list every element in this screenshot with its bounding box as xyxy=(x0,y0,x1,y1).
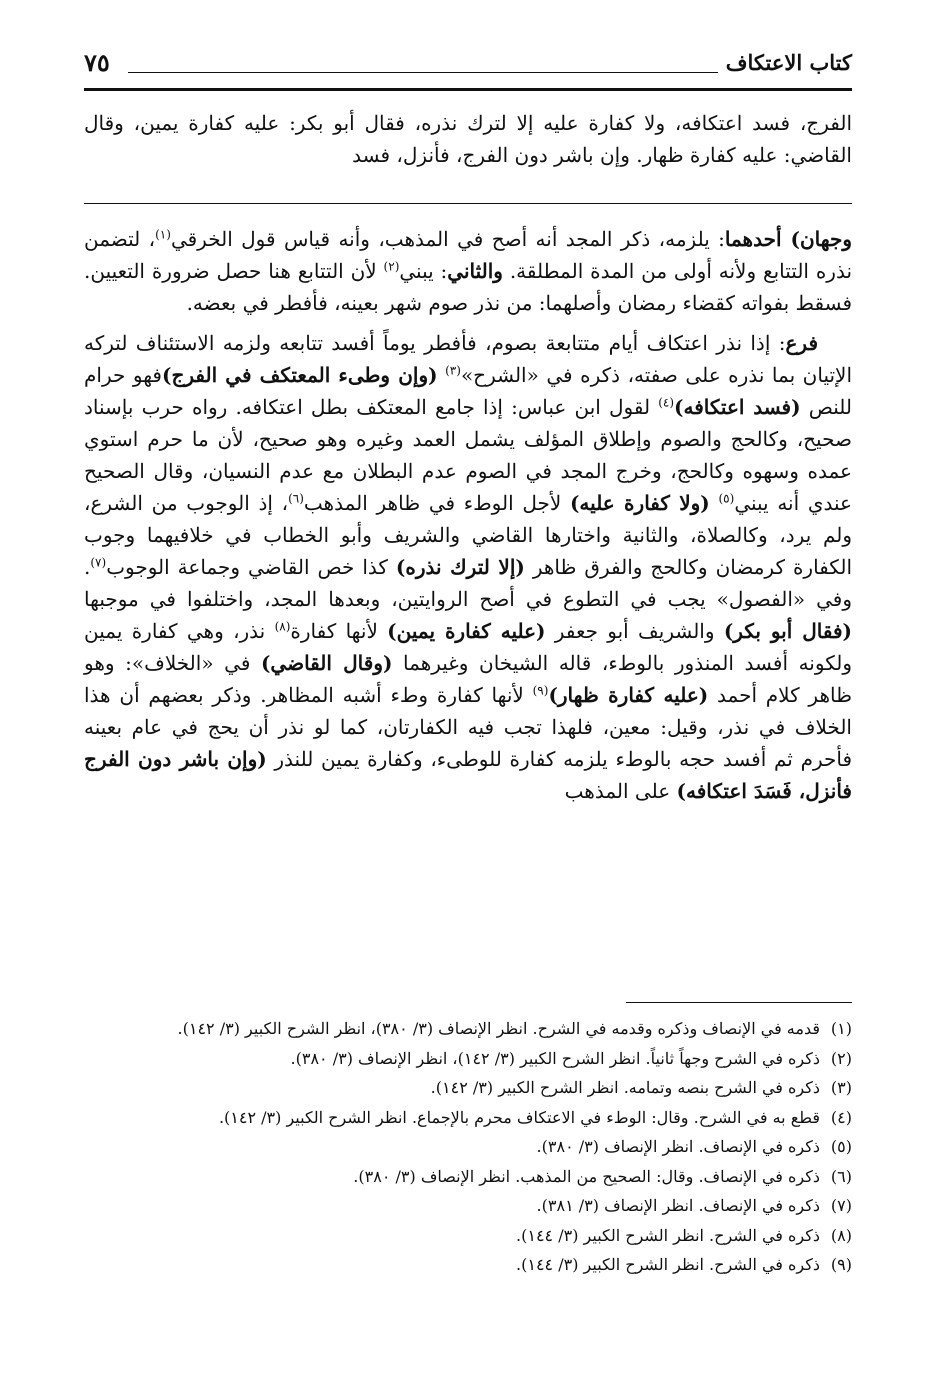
footnote xyxy=(84,1221,852,1251)
footnote-text: ذكره في الشرح. انظر الشرح الكبير (٣/ ١٤٤). xyxy=(516,1225,820,1245)
footnote-ref: (١) xyxy=(155,227,171,242)
footnote xyxy=(84,1162,852,1192)
bold-phrase: (فقال أبو بكر) xyxy=(723,619,852,643)
bold-phrase: (فسد اعتكافه) xyxy=(674,395,801,419)
footnote-ref: (٤) xyxy=(658,395,675,410)
footnote-number: (١) xyxy=(830,1019,852,1038)
footnotes xyxy=(84,1014,852,1280)
footnote-number: (٨) xyxy=(830,1225,852,1245)
footnote-ref: (٧) xyxy=(90,555,107,570)
bold-phrase: (عليه كفارة يمين) xyxy=(387,619,546,643)
footnote-number: (٩) xyxy=(830,1255,852,1274)
commentary-paragraph-2 xyxy=(84,327,852,807)
text-run: كذا خص القاضي وجماعة الوجوب xyxy=(106,555,396,579)
bold-phrase: (وإن باشر دون الفرج فأنزل، فَسَدَ اعتكافه) xyxy=(84,747,852,803)
text-run: ، لتضمن نذره التتابع ولأنه أولى من المدة المطلقة. xyxy=(84,227,853,283)
footnote xyxy=(84,1132,852,1162)
footnote-number: (٢) xyxy=(830,1048,852,1068)
footnote xyxy=(84,1191,852,1221)
text-run: . وفي «الفصول» يجب في التطوع في أصح الروايتين، وبعدها المجد، واختلفوا في موجبها xyxy=(84,555,852,611)
text-run: : إذا نذر اعتكاف أيام متتابعة بصوم، فأفطر يوماً أفسد تتابعه ولزمه الاستئناف لتركه الإتيان بما نذره على صفته، ذكره في «الشرح» xyxy=(84,331,853,387)
footnote-text: ذكره في الإنصاف. انظر الإنصاف (٣/ ٣٨٠). xyxy=(536,1137,820,1156)
footnote-number: (٤) xyxy=(830,1107,852,1127)
text-run: على المذهب xyxy=(564,779,677,803)
page-number: ٧٥ xyxy=(84,48,118,77)
text-run: نذر، وهي كفارة يمين ولكونه أفسد المنذور بالوطء، قاله الشيخان وغيرهما xyxy=(84,619,853,675)
footnote-number: (٣) xyxy=(830,1078,852,1097)
footnote-text: قطع به في الشرح. وقال: الوطء في الاعتكاف محرم بالإجماع. انظر الشرح الكبير (٣/ ١٤٢). xyxy=(218,1107,820,1127)
footnote-ref: (٢) xyxy=(383,259,400,274)
text-run: لقول ابن عباس: إذا جامع المعتكف بطل اعتكافه. رواه حرب بإسناد صحيح، وكالحج والصوم وإطلاق المؤلف يشمل العمد وغيره وهو صحيح، لأن ما حرم استوي عمده وسهوه وكالحج، وخرج المجد في الصوم عدم البطلان مع عدم النسيان، وقال الصحيح عندي أنه يبني xyxy=(84,395,852,515)
footnote-number: (٥) xyxy=(830,1137,852,1156)
footnote xyxy=(84,1014,852,1044)
footnote-number: (٦) xyxy=(830,1166,852,1186)
matn-paragraph: الفرج، فسد اعتكافه، ولا كفارة عليه إلا لترك نذره، فقال أبو بكر: عليه كفارة يمين، وقال القاضي: عليه كفارة ظهار. وإن باشر دون الفرج، فأنزل، فسد xyxy=(84,111,852,167)
footnote-ref: (٨) xyxy=(274,619,291,634)
matn-separator xyxy=(84,203,852,204)
text-run: : يلزمه، ذكر المجد أنه أصح في المذهب، وأنه قياس قول الخرقي xyxy=(170,227,725,251)
bold-phrase: (عليه كفارة ظهار) xyxy=(548,683,709,707)
text-run: لأن التتابع هنا حصل ضرورة التعيين. فسقط بفواته كقضاء رمضان وأصلهما: من نذر صوم شهر بعينه، فأفطر في بعضه. xyxy=(84,259,852,315)
footnote-text: ذكره في الإنصاف. وقال: الصحيح من المذهب. انظر الإنصاف (٣/ ٣٨٠). xyxy=(353,1166,820,1186)
text-run xyxy=(438,363,446,387)
text-run: في «الخلاف»: وهو ظاهر كلام أحمد xyxy=(84,651,853,707)
bold-phrase: (وإن وطىء المعتكف في الفرج) xyxy=(161,363,438,387)
footnote-text: ذكره في الشرح وجهاً ثانياً. انظر الشرح الكبير (٣/ ١٤٢)، انظر الإنصاف (٣/ ٣٨٠). xyxy=(290,1048,820,1068)
footnote xyxy=(84,1073,852,1103)
footnote xyxy=(84,1103,852,1133)
text-run: ، إذ الوجوب من الشرع، ولم يرد، وكالصلاة، والثانية واختارها القاضي والشريف وأبو الخطاب في خلافيهما وجوب الكفارة كرمضان وكالحج والفرق ظاهر xyxy=(84,491,853,579)
footnote xyxy=(84,1044,852,1074)
footnote-ref: (٩) xyxy=(532,683,549,698)
text-run: فهو حرام للنص xyxy=(84,363,852,419)
footnote xyxy=(84,1250,852,1280)
running-header xyxy=(84,48,852,91)
bold-phrase: (إلا لترك نذره) xyxy=(395,555,525,579)
bold-phrase: (وقال القاضي) xyxy=(260,651,393,675)
commentary-text xyxy=(84,223,852,807)
footnote-ref: (٣) xyxy=(445,363,461,378)
footnote-text: قدمه في الإنصاف وذكره وقدمه في الشرح. انظر الإنصاف (٣/ ٣٨٠)، انظر الشرح الكبير (٣/ ١٤٢). xyxy=(177,1019,820,1038)
bold-phrase: والثاني xyxy=(447,259,503,283)
footnote-text: ذكره في الشرح. انظر الشرح الكبير (٣/ ١٤٤). xyxy=(516,1255,820,1274)
footnote-ref: (٦) xyxy=(288,491,304,506)
bold-phrase: فرع xyxy=(785,331,818,355)
bold-phrase: (ولا كفارة عليه) xyxy=(569,491,710,515)
footnote-number: (٧) xyxy=(830,1196,852,1215)
header-rule xyxy=(128,72,740,73)
text-run: والشريف أبو جعفر xyxy=(545,619,724,643)
text-run: لأنها كفارة xyxy=(290,619,388,643)
header-title: كتاب الاعتكاف xyxy=(718,50,852,75)
text-run: : يبني xyxy=(399,259,448,283)
footnote-text: ذكره في الإنصاف. انظر الإنصاف (٣/ ٣٨١). xyxy=(536,1196,820,1215)
text-run: لأنها كفارة وطء أشبه المظاهر. وذكر بعضهم أن هذا الخلاف في نذر، وقيل: معين، فلهذا تجب فيه الكفارتان، كما لو نذر أن يحج في عام بعينه فأحرم ثم أفسد حجه بالوطء يلزمه كفارة للوطىء، وكفارة يمين للنذر xyxy=(84,683,852,771)
bold-phrase: وجهان) أحدهما xyxy=(724,227,852,251)
footnote-text: ذكره في الشرح بنصه وتمامه. انظر الشرح الكبير (٣/ ١٤٢). xyxy=(430,1078,820,1097)
matn-text xyxy=(84,107,852,171)
text-run: لأجل الوطء في ظاهر المذهب xyxy=(303,491,570,515)
commentary-paragraph-1 xyxy=(84,223,852,319)
footnote-separator xyxy=(626,1002,852,1003)
footnote-ref: (٥) xyxy=(718,491,735,506)
